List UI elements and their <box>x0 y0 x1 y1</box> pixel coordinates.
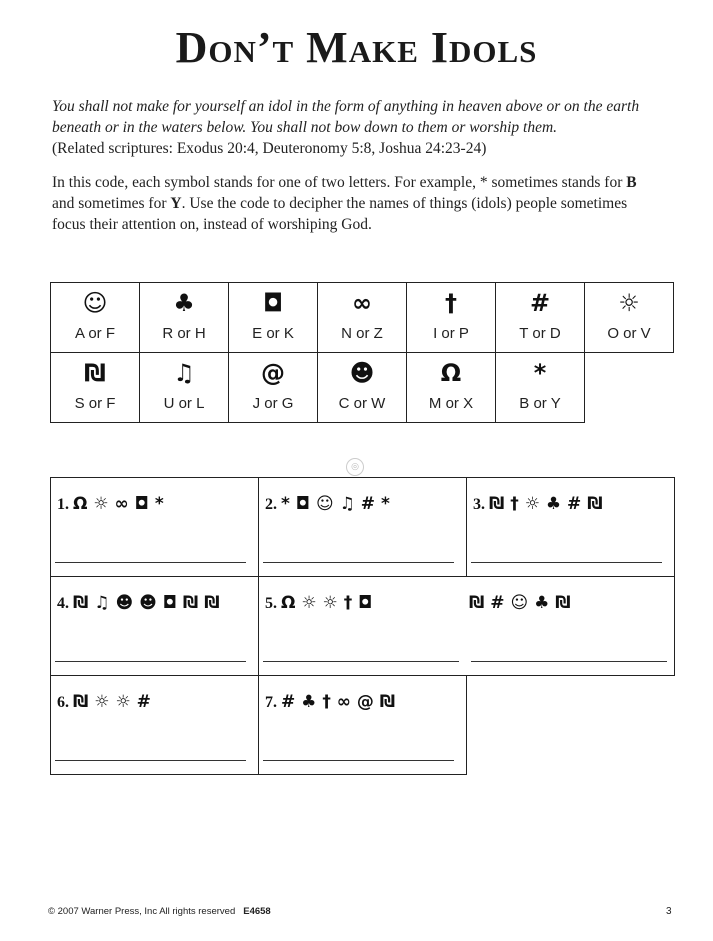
club-icon: ♣ <box>173 289 195 317</box>
instructions-bold-b: B <box>626 174 637 191</box>
puzzle-cell-1 <box>51 478 259 577</box>
code-key-letters: J or G <box>252 395 294 412</box>
puzzle-code: ₪ ☼ ☼ # <box>73 692 151 712</box>
code-key-cell <box>51 283 140 353</box>
answer-line[interactable] <box>263 760 454 761</box>
asterisk-icon: * <box>533 359 547 387</box>
code-key-letters: R or H <box>162 325 206 342</box>
puzzle-cell-3 <box>467 478 675 577</box>
code-key-row-2 <box>51 353 674 423</box>
code-key-letters: I or P <box>433 325 469 342</box>
code-key-letters: M or X <box>428 395 474 412</box>
answer-line[interactable] <box>263 661 459 662</box>
puzzle-empty-cell <box>467 676 675 775</box>
puzzle-clue <box>473 494 603 514</box>
at-icon: @ <box>261 359 285 387</box>
answer-line[interactable] <box>471 562 662 563</box>
page-title: Don’t Make Idols <box>175 23 538 72</box>
puzzle-number: 6. <box>57 694 69 711</box>
puzzle-cell-5 <box>259 577 675 676</box>
puzzle-cell-7 <box>259 676 467 775</box>
puzzle-code: * ◘ ☺ ♫ # * <box>281 494 390 514</box>
puzzle-clue <box>265 494 390 514</box>
answer-line-second-word[interactable] <box>471 661 667 662</box>
product-code: E4658 <box>243 906 271 917</box>
puzzle-number: 3. <box>473 496 485 513</box>
code-key-letters: O or V <box>607 325 651 342</box>
footer <box>48 906 271 917</box>
page-number: 3 <box>666 906 672 917</box>
instructions-bold-y: Y <box>170 195 182 212</box>
scripture-references: (Related scriptures: Exodus 20:4, Deuteronomy 5:8, Joshua 24:23-24) <box>52 140 487 157</box>
code-key-letters: T or D <box>519 325 561 342</box>
code-key-cell <box>51 353 140 423</box>
answer-line[interactable] <box>55 661 246 662</box>
code-key-cell <box>140 353 229 423</box>
code-key-cell <box>496 283 585 353</box>
code-key-letters: U or L <box>163 395 205 412</box>
code-key-cell <box>407 283 496 353</box>
code-key-cell <box>318 353 407 423</box>
code-key-cell <box>407 353 496 423</box>
code-key-row-1 <box>51 283 674 353</box>
puzzle-grid <box>50 477 675 775</box>
puzzle-code: # ♣ † ∞ @ ₪ <box>281 692 396 712</box>
code-key-cell <box>496 353 585 423</box>
puzzle-code: Ω ☼ ∞ ◘ * <box>73 494 164 514</box>
puzzle-code-second-word: ₪ # ☺ ♣ ₪ <box>469 593 571 613</box>
code-key-cell <box>229 353 318 423</box>
omega-icon: Ω <box>440 359 462 387</box>
hash-icon: # <box>529 289 551 317</box>
code-key-letters: A or F <box>74 325 115 342</box>
code-key-letters: N or Z <box>341 325 383 342</box>
code-key-letters: B or Y <box>519 395 561 412</box>
puzzle-clue <box>57 494 164 514</box>
sun-icon: ☼ <box>618 289 640 317</box>
code-key-letters: S or F <box>74 395 116 412</box>
code-key-cell <box>140 283 229 353</box>
watermark-icon: ◎ <box>346 458 364 476</box>
code-key-table <box>50 282 674 423</box>
puzzle-number: 1. <box>57 496 69 513</box>
puzzle-clue <box>265 593 372 613</box>
instructions-text-2: and sometimes for <box>52 195 171 212</box>
infinity-icon: ∞ <box>352 289 372 317</box>
answer-line[interactable] <box>55 562 246 563</box>
scripture-verse: You shall not make for yourself an idol in the form of anything in heaven above or on the earth beneath or in the waters below. You shall not bow down to them or worship them. <box>52 98 640 136</box>
puzzle-row-2 <box>51 577 675 676</box>
puzzle-cell-6 <box>51 676 259 775</box>
puzzle-row-1 <box>51 478 675 577</box>
puzzle-code: ₪ † ☼ ♣ # ₪ <box>489 494 603 514</box>
puzzle-code: Ω ☼ ☼ † ◘ <box>281 593 373 613</box>
instructions-text-3: . Use the code to decipher the names of things (idols) people sometimes focus their attention on, instead of worshiping God. <box>52 195 628 233</box>
square-dot-icon: ◘ <box>262 289 284 317</box>
smiley-filled-icon: ☻ <box>349 359 375 387</box>
sheqel-icon: ₪ <box>84 359 106 387</box>
music-note-icon: ♫ <box>173 359 195 387</box>
dagger-icon: † <box>445 289 457 317</box>
code-key-cell <box>585 283 674 353</box>
puzzle-cell-2 <box>259 478 467 577</box>
code-key-cell <box>229 283 318 353</box>
smiley-outline-icon: ☺ <box>82 289 108 317</box>
puzzle-clue <box>57 593 220 613</box>
puzzle-number: 7. <box>265 694 277 711</box>
instructions <box>52 172 652 235</box>
code-key-cell <box>318 283 407 353</box>
puzzle-number: 4. <box>57 595 69 612</box>
puzzle-number: 2. <box>265 496 277 513</box>
puzzle-clue <box>265 692 395 712</box>
answer-line[interactable] <box>263 562 454 563</box>
puzzle-row-3 <box>51 676 675 775</box>
code-key-letters: E or K <box>252 325 294 342</box>
code-key-letters: C or W <box>338 395 386 412</box>
puzzle-clue <box>57 692 151 712</box>
puzzle-code: ₪ ♫ ☻ ☻ ◘ ₪ ₪ <box>73 593 220 613</box>
puzzle-cell-4 <box>51 577 259 676</box>
answer-line[interactable] <box>55 760 246 761</box>
puzzle-number: 5. <box>265 595 277 612</box>
instructions-text-1: In this code, each symbol stands for one of two letters. For example, * sometimes stands for <box>52 174 627 191</box>
copyright: © 2007 Warner Press, Inc All rights reserved <box>48 906 236 917</box>
code-key-empty-cell <box>585 353 674 423</box>
